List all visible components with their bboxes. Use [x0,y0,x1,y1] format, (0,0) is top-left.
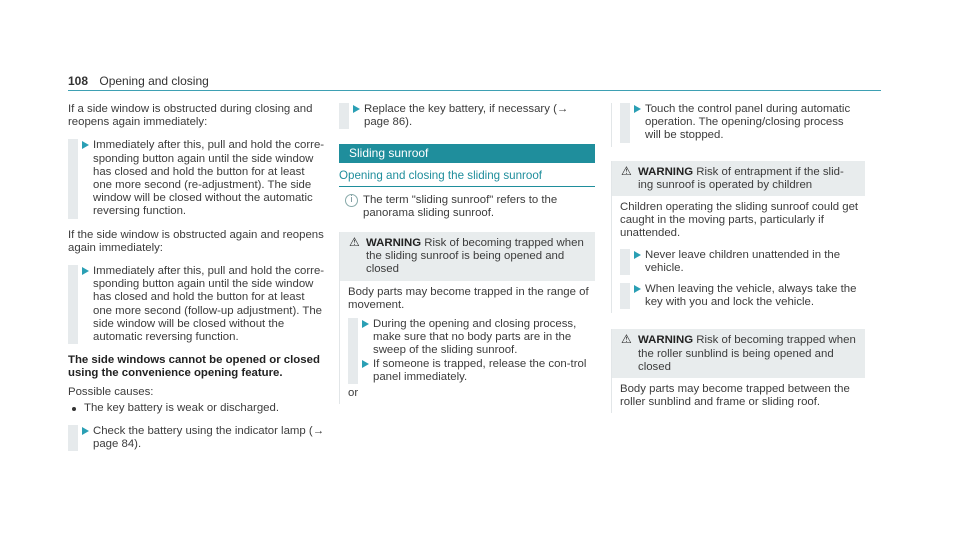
note-text: The term "sliding sunroof" refers to the panorama sliding sunroof. [363,193,558,219]
warning-body-text: Children operating the sliding sunroof could get caught in the moving parts, particularly if unattended. [620,201,859,240]
section-name: Opening and closing [99,74,209,88]
info-note [339,194,595,220]
instruction-step [68,265,326,344]
bold-heading: The side windows cannot be opened or closed using the convenience opening feature. [68,354,320,380]
warning-header [340,232,595,281]
warning-body [340,281,595,405]
arrow-bullet-icon [82,427,89,435]
info-icon: i [345,194,358,207]
step-text: During the opening and closing process, make sure that no body parts are in the sweep of the sliding sunroof. [373,318,577,357]
arrow-bullet-icon [362,360,369,368]
warning-body [612,378,865,413]
warning-triangle-icon: ⚠ [621,163,632,178]
warning-label: WARNING [638,334,694,347]
instruction-step [348,358,589,384]
intro-text: If a side window is obstructed during closing and reopens again immediately: [68,103,313,129]
bullet-dot-icon [72,407,76,411]
causes-label: Possible causes: [68,385,154,398]
warning-triangle-icon: ⚠ [349,235,360,250]
arrow-bullet-icon [634,285,641,293]
instruction-step [68,425,326,451]
warning-box [339,232,595,404]
step-text: Replace the key battery, if necessary (→ page 86). [364,103,569,129]
instruction-step [620,283,859,309]
warning-body [612,103,865,147]
arrow-bullet-icon [634,105,641,113]
arrow-bullet-icon [82,267,89,275]
step-text: Touch the control panel during automatic operation. The opening/closing process will be stopped. [645,103,851,142]
warning-text: Risk of entrapment if the slid-ing sunroof is operated by children [638,165,844,191]
arrow-bullet-icon [634,251,641,259]
section-title-bar: Sliding sunroof [339,144,595,163]
page-header [68,74,209,88]
warning-body [612,196,865,313]
warning-label: WARNING [638,165,694,178]
header-divider [68,90,881,91]
warning-header [612,329,865,378]
warning-label: WARNING [366,237,422,250]
warning-body-text: Body parts may become trapped between the roller sunblind and frame or sliding roof. [620,383,850,409]
warning-text: Risk of becoming trapped when the sliding sunroof is being opened and closed [366,237,584,276]
column-1 [68,103,326,451]
warning-header [612,161,865,196]
warning-continuation [611,103,865,147]
step-text: When leaving the vehicle, always take the key with you and lock the vehicle. [645,283,857,309]
cause-text: The key battery is weak or discharged. [84,401,279,414]
instruction-step [620,249,859,275]
or-text: or [348,387,359,400]
step-text: Immediately after this, pull and hold the corre-sponding button again until the side window has closed and hold the button for at least one more second (follow-up adjustment). The side window will be closed without the automatic reversing function. [93,265,325,344]
instruction-step [620,103,859,143]
step-text: If someone is trapped, release the con-trol panel immediately. [373,357,587,383]
page-number: 108 [68,74,89,88]
column-2 [339,103,595,404]
subsection-title: Opening and closing the sliding sunroof [339,169,595,186]
step-text: Never leave children unattended in the vehicle. [645,248,841,274]
instruction-step [348,318,589,358]
warning-box [611,329,865,413]
instruction-step [68,139,326,218]
column-3 [611,103,865,413]
warning-triangle-icon: ⚠ [621,332,632,347]
warning-text: Risk of becoming trapped when the roller sunblind is being opened and closed [638,334,856,373]
warning-box [611,161,865,314]
list-item [68,402,326,415]
intro-text: If the side window is obstructed again and reopens again immediately: [68,228,324,254]
arrow-bullet-icon [82,141,89,149]
warning-body-text: Body parts may become trapped in the range of movement. [348,285,589,311]
instruction-step [339,103,595,129]
step-text: Check the battery using the indicator lamp (→ page 84). [93,425,325,451]
arrow-bullet-icon [353,105,360,113]
arrow-bullet-icon [362,320,369,328]
step-text: Immediately after this, pull and hold the corre-sponding button again until the side window has closed and hold the button for at least one more second (re-adjustment). The side window will be closed without the automatic reversing function. [93,139,325,218]
